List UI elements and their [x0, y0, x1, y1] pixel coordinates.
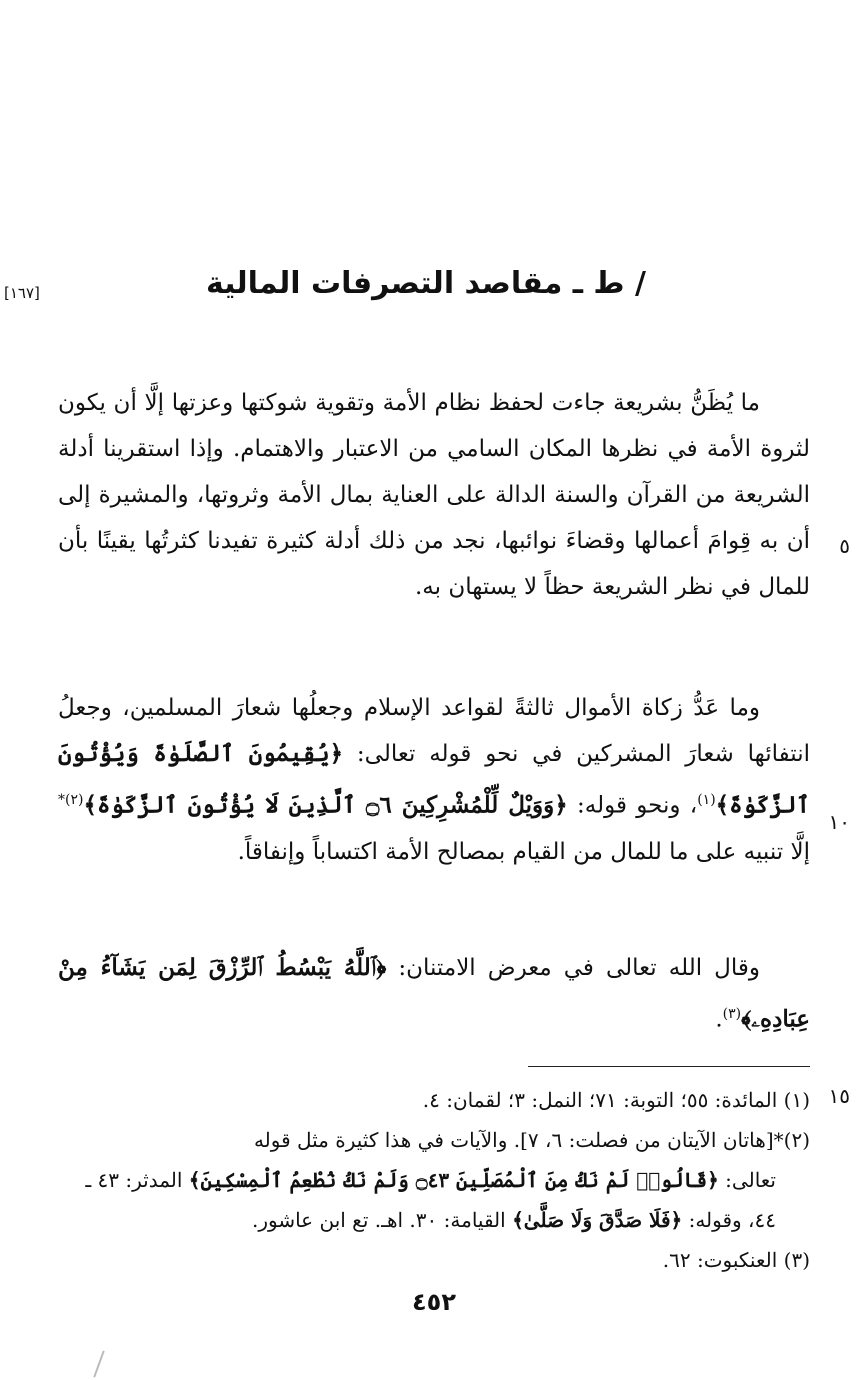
line-number-15: ١٥: [828, 1084, 850, 1108]
footnote-ref-3: (٣): [722, 1006, 742, 1022]
footnote-3: (٣) العنكبوت: ٦٢.: [662, 1248, 810, 1272]
footnote-ref-2: (٢)*: [58, 792, 84, 808]
paragraph-2: [58, 685, 810, 875]
footnote-2-line-1: (٢)*[هاتان الآيتان من فصلت: ٦، ٧]. والآيات في هذا كثيرة مثل قوله: [253, 1128, 810, 1152]
page-number: ٤٥٢: [412, 1288, 456, 1316]
footnote-2-text: تعالى:: [718, 1168, 776, 1192]
paragraph-1: ما يُظَنُّ بشريعة جاءت لحفظ نظام الأمة وتقوية شوكتها وعزتها إلَّا أن يكون لثروة الأمة في نظرها المكان السامي من الاعتبار والاهتمام. وإذا استقرينا أدلة الشريعة من القرآن والسنة الدالة على العناية بمال الأمة وثروتها، والمشيرة إلى أن به قِوامَ أعمالها وقضاءَ نوائبها، نجد من ذلك أدلة كثيرة تفيدنا كثرتُها يقينًا بأن للمال في نظر الشريعة حظاً لا يستهان به.: [58, 390, 810, 600]
margin-page-reference: [١٦٧]: [4, 284, 40, 302]
paragraph-3-text-end: .: [715, 1006, 723, 1033]
footnotes: [58, 1080, 810, 1280]
scan-artifact: [93, 1351, 104, 1378]
paragraph-2-text-middle: ، ونحو قوله:: [567, 792, 698, 819]
line-number-10: ١٠: [828, 810, 850, 834]
footnote-2-quran-quote-1: ﴿قَالُوا۟ لَمْ نَكُ مِنَ ٱلْمُصَلِّينَ ۝٤٣ وَلَمْ نَكُ نُطْعِمُ ٱلْمِسْكِينَ﴾: [188, 1168, 719, 1192]
paragraph-2-text-end: إلَّا تنبيه على ما للمال من القيام بمصالح الأمة اكتساباً وإنفاقاً.: [237, 838, 810, 865]
paragraph-2-text: وما عَدُّ زكاة الأموال ثالثةً لقواعد الإسلام وجعلُها شعارَ المسلمين، وجعلُ انتفائها شعارَ المشركين في نحو قوله تعالى:: [58, 695, 810, 767]
line-number-5: ٥: [839, 534, 850, 558]
footnote-2-citation-2: القيامة: ٣٠. اهـ. تع ابن عاشور.: [251, 1208, 513, 1232]
footnote-2-text-2: ٤٤، وقوله:: [682, 1208, 776, 1232]
section-heading: / ط ـ مقاصد التصرفات المالية: [205, 266, 646, 301]
footnote-2-quran-quote-2: ﴿فَلَا صَدَّقَ وَلَا صَلَّىٰ﴾: [512, 1208, 683, 1232]
quran-quote-2: ﴿وَوَيْلٌ لِّلْمُشْرِكِينَ ۝٦ ٱلَّذِينَ لَا يُؤْتُونَ ٱلزَّكَوٰةَ﴾: [83, 791, 568, 819]
paragraph-3: [58, 945, 810, 1043]
footnote-1: (١) المائدة: ٥٥؛ التوبة: ٧١؛ النمل: ٣؛ لقمان: ٤.: [422, 1088, 810, 1112]
footnote-separator: [528, 1066, 810, 1067]
footnote-2-line-2: [58, 1160, 810, 1200]
footnote-2-citation-1: المدثر: ٤٣ ـ: [85, 1168, 189, 1192]
quran-quote-1: ﴿يُقِيمُونَ ٱلصَّلَوٰةَ وَيُؤْتُونَ ٱلزَّكَوٰةَ﴾: [58, 740, 811, 819]
footnote-ref-1: (١): [697, 792, 716, 808]
quran-quote-3: ﴿ٱللَّهُ يَبْسُطُ ٱلرِّزْقَ لِمَن يَشَآءُ مِنْ عِبَادِهِۦ﴾: [58, 954, 810, 1033]
footnote-2-line-3: [58, 1200, 810, 1240]
paragraph-3-text: وقال الله تعالى في معرض الامتنان:: [386, 955, 760, 981]
